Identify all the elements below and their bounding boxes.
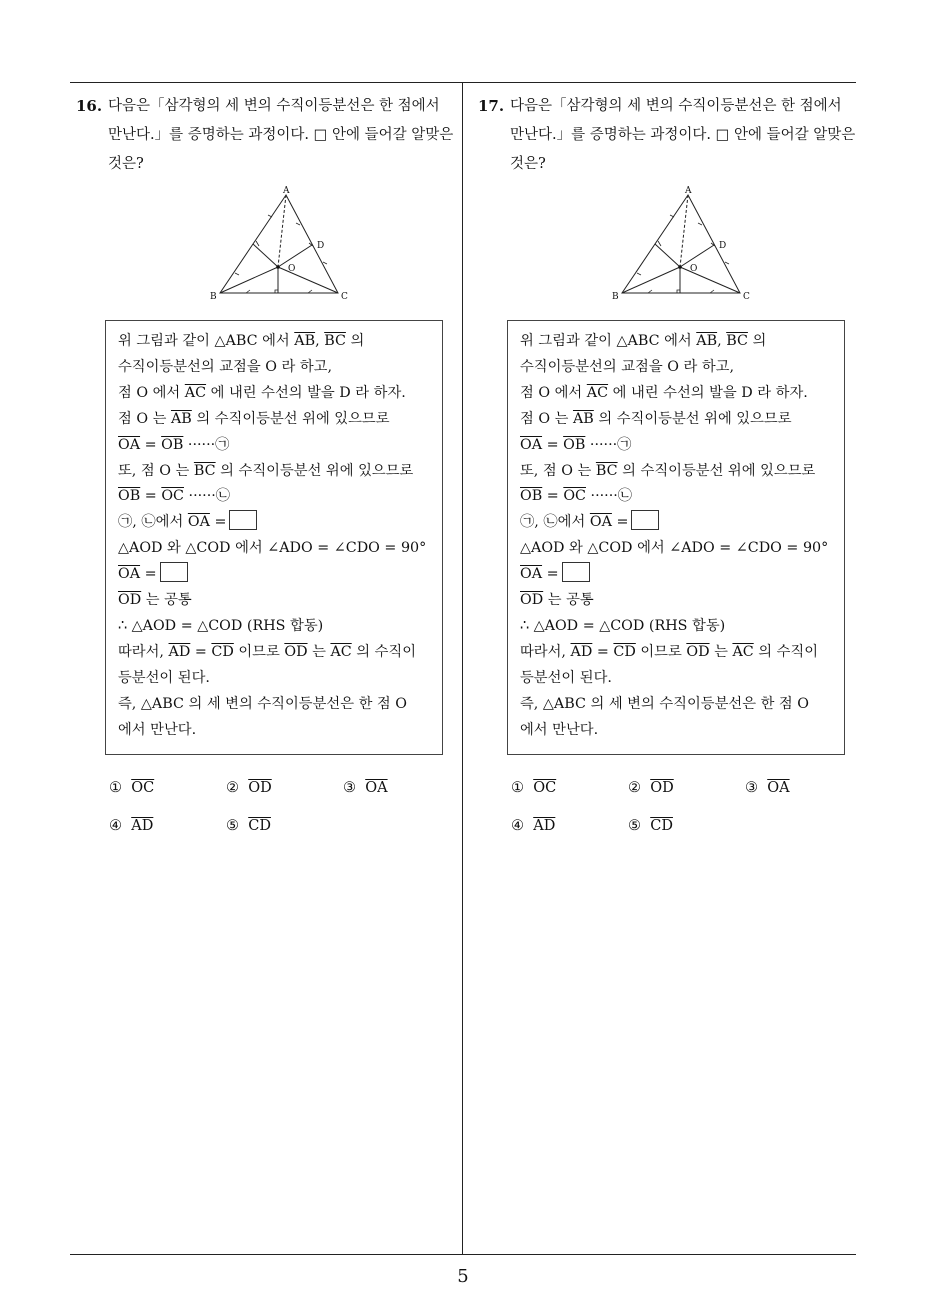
proof-line: ∴ △AOD = △COD (RHS 합동)	[520, 617, 726, 634]
proof-line: $\overline{OD}$ 는 공통	[520, 592, 594, 609]
proof-line: $\overline{OA} = \overline{OB}$ ······㉠	[118, 436, 230, 453]
page-number: 5	[457, 1266, 469, 1287]
choice-3[interactable]: ③ $\overline{OA}$	[343, 780, 388, 796]
proof-line: ∴ △AOD = △COD (RHS 합동)	[118, 617, 324, 634]
proof-line: 또, 점 O 는 $\overline{BC}$ 의 수직이등분선 위에 있으므로	[118, 462, 414, 479]
proof-line: 위 그림과 같이 △ABC 에서 $\overline{AB}$, $\overline{BC}$ 의	[520, 333, 767, 349]
question-number: 16.	[76, 97, 103, 115]
proof-line: 점 O 는 $\overline{AB}$ 의 수직이등분선 위에 있으므로	[118, 410, 390, 427]
question-17	[478, 92, 858, 834]
prompt-line: 것은?	[510, 156, 546, 172]
prompt-line: 것은?	[108, 156, 144, 172]
question-prompt	[76, 92, 456, 179]
proof-line: 따라서, $\overline{AD} = \overline{CD}$ 이므로 $\overline{OD}$ 는 $\overline{AC}$ 의 수직이	[520, 643, 819, 660]
proof-line: $\overline{OB} = \overline{OC}$ ······㉡	[520, 488, 633, 505]
proof-line: 점 O 는 $\overline{AB}$ 의 수직이등분선 위에 있으므로	[520, 410, 792, 427]
answer-blank-box[interactable]	[160, 562, 188, 582]
choice-3[interactable]: ③ $\overline{OA}$	[745, 780, 790, 796]
bottom-rule	[70, 1254, 856, 1255]
proof-line: 에서 만난다.	[118, 721, 197, 738]
segment-co	[278, 267, 338, 293]
proof-line: 에서 만난다.	[520, 721, 599, 738]
proof-line: △AOD 와 △COD 에서 ∠ADO = ∠CDO = 90°	[520, 540, 829, 557]
point-o	[276, 265, 280, 269]
prompt-line: 다음은「삼각형의 세 변의 수직이등분선은 한 점에서	[510, 98, 842, 114]
choice-4[interactable]: ④ $\overline{AD}$	[109, 818, 154, 834]
answer-blank-box[interactable]	[562, 562, 590, 582]
column-divider	[462, 82, 463, 1254]
triangle-diagram	[196, 183, 346, 301]
proof-line: ㉠, ㉡에서 $\overline{OA}$ =	[520, 510, 844, 536]
proof-line: 수직이등분선의 교점을 O 라 하고,	[520, 358, 734, 375]
proof-line: 점 O 에서 $\overline{AC}$ 에 내린 수선의 발을 D 라 하자.	[118, 384, 406, 401]
question-prompt	[478, 92, 858, 179]
label-c: C	[743, 292, 750, 302]
proof-box	[507, 320, 845, 755]
proof-line: 또, 점 O 는 $\overline{BC}$ 의 수직이등분선 위에 있으므로	[520, 462, 816, 479]
perpendicular-ab	[655, 244, 680, 267]
question-16	[76, 92, 456, 834]
proof-box	[105, 320, 443, 755]
proof-line: 점 O 에서 $\overline{AC}$ 에 내린 수선의 발을 D 라 하자.	[520, 384, 808, 401]
top-rule	[70, 82, 856, 83]
proof-line: ㉠, ㉡에서 $\overline{OA}$ =	[118, 510, 442, 536]
proof-line: △AOD 와 △COD 에서 ∠ADO = ∠CDO = 90°	[118, 540, 427, 557]
answer-blank-box[interactable]	[229, 510, 257, 530]
choice-1[interactable]: ① $\overline{OC}$	[511, 780, 557, 796]
triangle-figure	[76, 183, 456, 315]
choice-4[interactable]: ④ $\overline{AD}$	[511, 818, 556, 834]
choice-5[interactable]: ⑤ $\overline{CD}$	[628, 818, 673, 834]
point-o	[678, 265, 682, 269]
proof-line: 즉, △ABC 의 세 변의 수직이등분선은 한 점 O	[520, 695, 810, 712]
choice-5[interactable]: ⑤ $\overline{CD}$	[226, 818, 271, 834]
proof-line: 수직이등분선의 교점을 O 라 하고,	[118, 358, 332, 375]
proof-line: 즉, △ABC 의 세 변의 수직이등분선은 한 점 O	[118, 695, 408, 712]
label-o: O	[288, 264, 296, 274]
proof-line: 위 그림과 같이 △ABC 에서 $\overline{AB}$, $\overline{BC}$ 의	[118, 333, 365, 349]
proof-line: 등분선이 된다.	[118, 669, 210, 686]
choice-1[interactable]: ① $\overline{OC}$	[109, 780, 155, 796]
label-d: D	[719, 241, 727, 251]
triangle-figure	[478, 183, 858, 315]
proof-line: $\overline{OA} = \overline{OB}$ ······㉠	[520, 436, 632, 453]
proof-line: 따라서, $\overline{AD} = \overline{CD}$ 이므로 $\overline{OD}$ 는 $\overline{AC}$ 의 수직이	[118, 643, 417, 660]
prompt-line: 다음은「삼각형의 세 변의 수직이등분선은 한 점에서	[108, 98, 440, 114]
proof-line: $\overline{OA}$ =	[118, 562, 442, 588]
answer-blank-box[interactable]	[631, 510, 659, 530]
label-d: D	[317, 241, 325, 251]
perpendicular-ab	[253, 244, 278, 267]
choice-2[interactable]: ② $\overline{OD}$	[628, 780, 674, 796]
prompt-line: 만난다.」를 증명하는 과정이다. □ 안에 들어갈 알맞은	[108, 127, 454, 143]
question-number: 17.	[478, 97, 505, 115]
choice-2[interactable]: ② $\overline{OD}$	[226, 780, 272, 796]
label-a: A	[283, 186, 290, 196]
proof-line: $\overline{OD}$ 는 공통	[118, 592, 192, 609]
label-b: B	[612, 292, 619, 302]
label-a: A	[685, 186, 692, 196]
triangle-diagram	[598, 183, 748, 301]
label-b: B	[210, 292, 217, 302]
label-o: O	[690, 264, 698, 274]
proof-line: $\overline{OB} = \overline{OC}$ ······㉡	[118, 488, 231, 505]
proof-line: 등분선이 된다.	[520, 669, 612, 686]
prompt-line: 만난다.」를 증명하는 과정이다. □ 안에 들어갈 알맞은	[510, 127, 856, 143]
segment-co	[680, 267, 740, 293]
proof-line: $\overline{OA}$ =	[520, 562, 844, 588]
label-c: C	[341, 292, 348, 302]
